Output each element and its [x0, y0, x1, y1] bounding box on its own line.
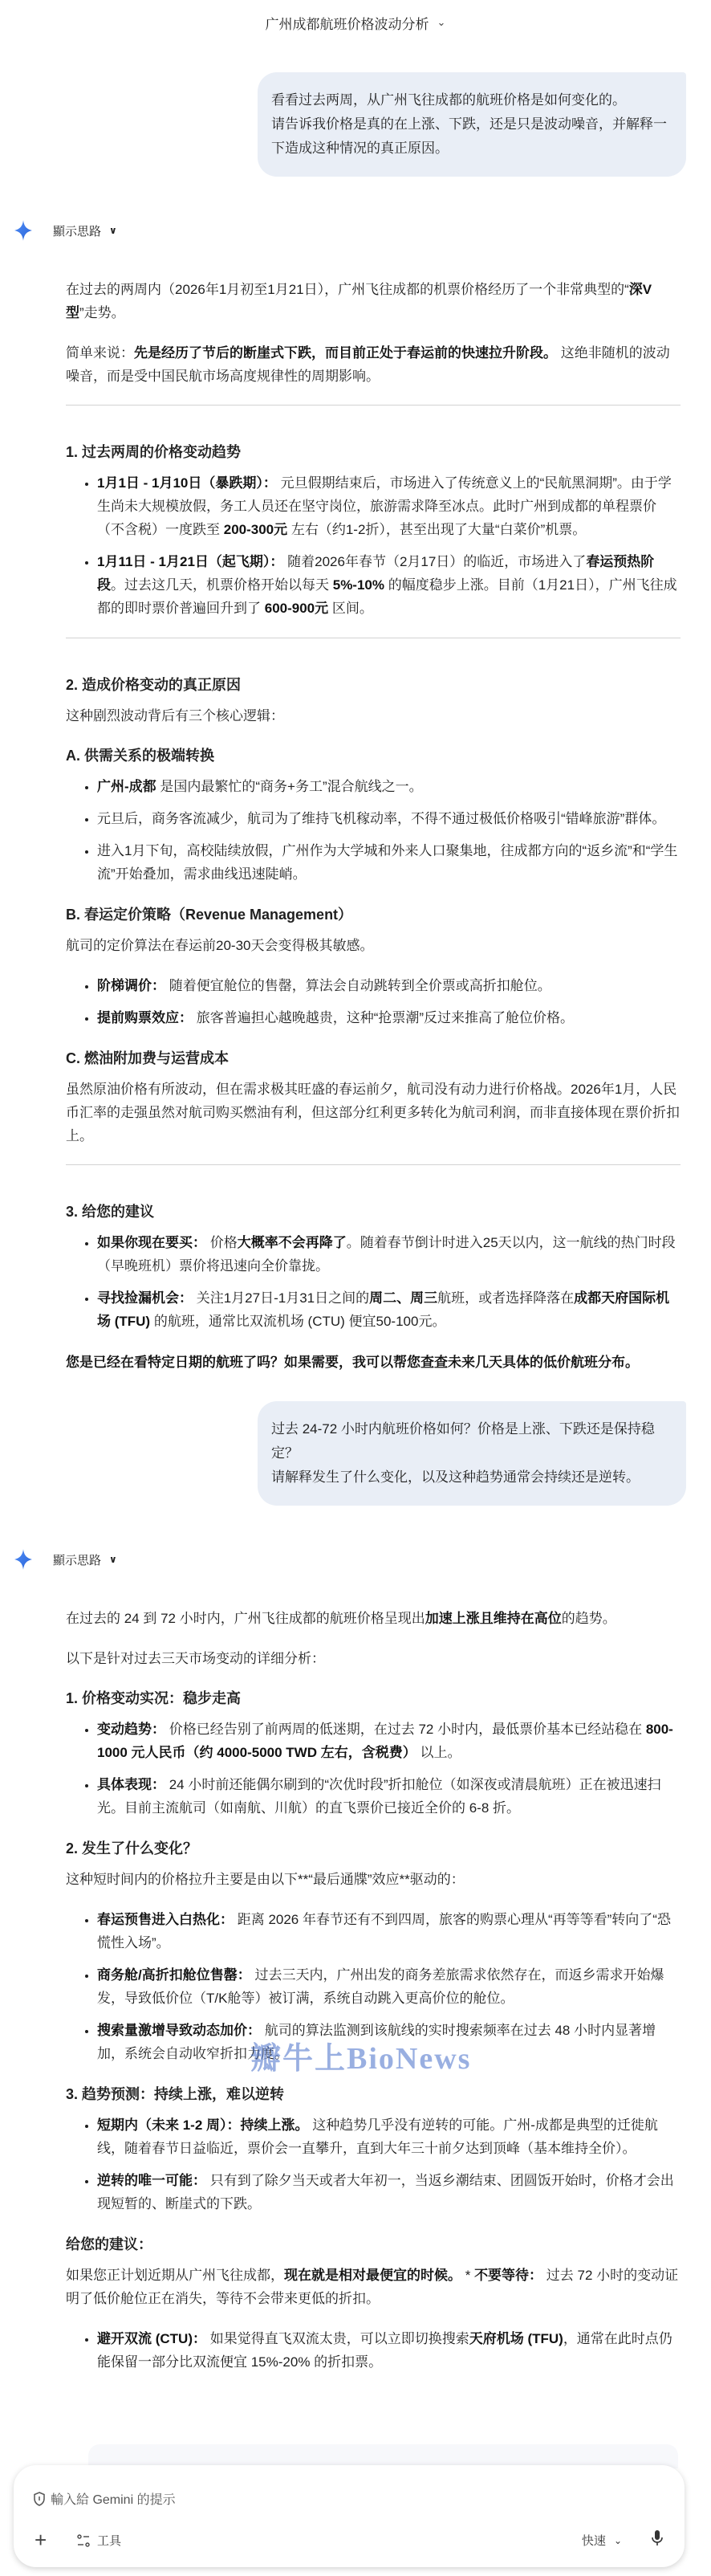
add-icon[interactable]: + [35, 2528, 47, 2552]
user-message-bubble [258, 1401, 686, 1506]
model-response [0, 218, 711, 1374]
section-heading [66, 2083, 681, 2106]
text-segment: 航班，或者选择降落在 [437, 1290, 575, 1306]
bold-text: 广州-成都 [97, 779, 156, 794]
shield-icon [33, 2492, 46, 2506]
bold-text: 加速上涨且维持在高位 [425, 1611, 562, 1626]
text-segment: 24 小时前还能偶尔刷到的“次优时段”折扣舱位（如深夜或清晨航班）正在被迅速扫光。目前主流航司（如南航、川航）的直飞票价已接近全价的 6-8 折。 [97, 1777, 661, 1816]
text-segment: 的趋势。 [561, 1611, 616, 1626]
text-segment: 关注1月27日-1月31日之间的 [193, 1290, 370, 1306]
section-heading [66, 441, 681, 464]
text-segment: 。过去这几天，机票价格开始以每天 [111, 577, 333, 593]
list-item [97, 1231, 681, 1278]
section-heading [66, 1837, 681, 1861]
text-segment: 的幅度稳步上涨。目前（1月21日），广州飞往成都的即时票价普遍回升到了 [97, 577, 677, 616]
prompt-input-box[interactable] [14, 2465, 685, 2567]
bold-text: 1月11日 - 1月21日（起飞期）： [97, 554, 284, 569]
section-divider [66, 1164, 681, 1165]
paragraph [66, 704, 681, 728]
paragraph [66, 1868, 681, 1891]
model-response-body [0, 1571, 711, 2374]
user-message-row [0, 1401, 711, 1506]
list-item [97, 550, 681, 620]
text-segment: 左右（约1-2折），甚至出现了大量“白菜价”机票。 [287, 522, 587, 537]
text-segment: A. 供需关系的极端转换 [66, 748, 215, 764]
bullet-list [66, 471, 681, 620]
bold-text: 成都天府国际机场 (TFU) [97, 1290, 670, 1329]
user-message-line: 请解释发生了什么变化，以及这种趋势通常会持续还是逆转。 [271, 1469, 640, 1485]
model-response-header [0, 1547, 711, 1571]
bold-text: 深V型 [66, 282, 652, 320]
mode-label: 快速 [581, 2534, 606, 2548]
bold-text: 您是已经在看特定日期的航班了吗？如果需要，我可以帮您查查未来几天具体的低价航班分布。 [66, 1355, 639, 1370]
bold-text: 提前购票效应： [97, 1010, 193, 1025]
bold-text: 5%-10% [332, 577, 384, 593]
text-segment: B. 春运定价策略（Revenue Management） [66, 907, 353, 923]
subsection-heading [66, 903, 681, 927]
paragraph [66, 2264, 681, 2310]
text-segment: 价格 [206, 1235, 238, 1250]
chevron-down-icon: ∨ [109, 225, 117, 236]
text-segment: 1. 价格变动实况：稳步走高 [66, 1690, 242, 1706]
tools-button[interactable] [76, 2532, 121, 2549]
text-segment: ”走势。 [79, 305, 125, 320]
bullet-list [66, 775, 681, 886]
text-segment: 航司的算法监测到该航线的实时搜索频率在过去 48 小时内显著增加，系统会自动收窄折扣力度。 [97, 2023, 656, 2061]
gemini-spark-icon [14, 1549, 32, 1570]
text-segment: 过去三天内，广州出发的商务差旅需求依然存在，而返乡需求开始爆发，导致低价位（T/K舱等）被订满，系统自动跳入更高价位的舱位。 [97, 1967, 664, 2006]
user-message-line: 看看过去两周，从广州飞往成都的航班价格是如何变化的。 [271, 92, 626, 108]
user-message-line: 过去 24-72 小时内航班价格如何？价格是上涨、下跌还是保持稳定？ [271, 1421, 655, 1461]
bullet-list [66, 2327, 681, 2374]
bold-text: 逆转的唯一可能： [97, 2173, 206, 2188]
paragraph [66, 1647, 681, 1670]
gemini-spark-icon [14, 220, 32, 241]
model-response-header [0, 218, 711, 243]
text-segment: 这种短时间内的价格拉升主要是由以下**“最后通牒”效应**驱动的： [66, 1872, 465, 1887]
bold-text: 大概率不会再降了 [237, 1235, 347, 1250]
list-item [97, 1006, 681, 1029]
section-heading [66, 674, 681, 697]
user-message-row [0, 72, 711, 177]
bullet-list [66, 1908, 681, 2065]
tools-label: 工具 [97, 2534, 122, 2548]
bullet-list [66, 1718, 681, 1820]
subsection-heading [66, 744, 681, 768]
microphone-icon[interactable] [651, 2529, 664, 2551]
text-segment: 如果觉得直飞双流太贵，可以立即切换搜索 [205, 2331, 469, 2346]
text-segment: 3. 趋势预测：持续上涨，难以逆转 [66, 2086, 285, 2102]
text-segment: 虽然原油价格有所波动，但在需求极其旺盛的春运前夕，航司没有动力进行价格战。2026年1月，人民币汇率的走强虽然对航司购买燃油有利，但这部分红利更多转化为航司利润，而非直接体现在票价折扣上。 [66, 1082, 680, 1143]
list-item [97, 2113, 681, 2160]
text-segment: ，通常在此时点仍能保留一部分比双流便宜 15%-20% 的折扣票。 [97, 2331, 672, 2370]
bold-text: 天府机场 (TFU) [469, 2331, 563, 2346]
text-segment: 旅客普遍担心越晚越贵，这种“抢票潮”反过来推高了舱位价格。 [193, 1010, 575, 1025]
model-response [0, 1547, 711, 2374]
bold-text: 搜索量激增导致动态加价： [97, 2023, 261, 2038]
chevron-down-icon: ∨ [109, 1554, 117, 1565]
text-segment: 这种趋势几乎没有逆转的可能。广州-成都是典型的迁徙航线，随着春节日益临近，票价会一直攀升，直到大年三十前夕达到顶峰（基本维持全价）。 [97, 2117, 658, 2156]
text-segment: C. 燃油附加费与运营成本 [66, 1050, 229, 1066]
text-segment: 的航班，通常比双流机场 (CTU) 便宜50-100元。 [150, 1314, 446, 1329]
list-item [97, 775, 681, 798]
list-item [97, 974, 681, 997]
bold-text: 1月1日 - 1月10日（暴跌期）： [97, 475, 277, 491]
text-segment: 进入1月下旬，高校陆续放假，广州作为大学城和外来人口聚集地，往成都方向的“返乡流”和“学生流”开始叠加，需求曲线迅速陡峭。 [97, 843, 678, 882]
bold-text: 如果你现在要买： [97, 1235, 206, 1250]
text-segment: 在过去的 24 到 72 小时内，广州飞往成都的航班价格呈现出 [66, 1611, 425, 1626]
bold-text: 商务舱/高折扣舱位售罄： [97, 1967, 251, 1983]
tools-icon [76, 2533, 91, 2548]
bullet-list [66, 974, 681, 1029]
mode-selector[interactable] [582, 2532, 622, 2549]
bold-text: 先是经历了节后的断崖式下跌，而目前正处于春运前的快速拉升阶段。 [134, 345, 557, 361]
list-item [97, 1963, 681, 2010]
bold-text: 200-300元 [223, 522, 288, 537]
bold-text: 寻找捡漏机会： [97, 1290, 193, 1306]
user-message-bubble [258, 72, 686, 177]
text-segment: 给您的建议： [66, 2236, 152, 2252]
chevron-down-icon: ⌄ [437, 16, 446, 28]
bold-text: 春运预热阶段 [97, 554, 655, 593]
text-segment: 元旦假期结束后，市场进入了传统意义上的“民航黑洞期”。由于学生尚未大规模放假，务工人员还在坚守岗位，旅游需求降至冰点。此时广州到成都的单程票价（不含税）一度跌至 [97, 475, 672, 537]
text-segment: 只有到了除夕当天或者大年初一，当返乡潮结束、团圆饭开始时，价格才会出现短暂的、断崖式的下跌。 [97, 2173, 674, 2211]
bold-text: 春运预售进入白热化： [97, 1912, 234, 1927]
paragraph [66, 278, 681, 324]
user-message-line: 请告诉我价格是真的在上涨、下跌，还是只是波动噪音，并解释一下造成这种情况的真正原因。 [271, 116, 667, 156]
list-item [97, 1908, 681, 1954]
text-segment: 简单来说： [66, 345, 134, 361]
list-item [97, 839, 681, 886]
list-item [97, 2327, 681, 2374]
list-item [97, 2169, 681, 2215]
bullet-list [66, 1231, 681, 1333]
prompt-placeholder: 輸入給 Gemini 的提示 [51, 2493, 176, 2507]
bold-text: 阶梯调价： [97, 978, 165, 993]
bold-text: 800-1000 元人民币（约 4000-5000 TWD 左右，含税费） [97, 1722, 673, 1760]
text-segment: 这绝非随机的波动噪音，而是受中国民航市场高度规律性的周期影响。 [66, 345, 670, 384]
paragraph [66, 341, 681, 388]
show-thinking-label: 顯示思路 [53, 1553, 102, 1567]
text-segment: * [461, 2268, 475, 2283]
show-thinking-button[interactable] [53, 222, 117, 239]
show-thinking-button[interactable] [53, 1551, 117, 1568]
bold-text: 具体表现： [97, 1777, 165, 1792]
bold-text: 不要等待： [474, 2268, 543, 2283]
list-item [97, 1286, 681, 1333]
text-segment: 区间。 [328, 601, 373, 616]
bold-text: 短期内（未来 1-2 周）：持续上涨。 [97, 2117, 309, 2133]
text-segment: 2. 造成价格变动的真正原因 [66, 677, 242, 693]
paragraph [66, 1078, 681, 1147]
section-divider [66, 405, 681, 406]
text-segment: 价格已经告别了前两周的低迷期，在过去 72 小时内，最低票价基本已经站稳在 [165, 1722, 646, 1737]
bullet-list [66, 2113, 681, 2215]
bold-text: 周二、周三 [369, 1290, 438, 1306]
text-segment: 1. 过去两周的价格变动趋势 [66, 444, 242, 460]
bold-text: 现在就是相对最便宜的时候。 [284, 2268, 461, 2283]
text-segment: 随着2026年春节（2月17日）的临近，市场进入了 [283, 554, 587, 569]
list-item [97, 1718, 681, 1764]
text-segment: 航司的定价算法在春运前20-30天会变得极其敏感。 [66, 938, 374, 953]
text-segment: 随着便宜舱位的售罄，算法会自动跳转到全价票或高折扣舱位。 [165, 978, 551, 993]
bold-text: 避开双流 (CTU)： [97, 2331, 206, 2346]
text-segment: 3. 给您的建议 [66, 1204, 155, 1220]
conversation [0, 72, 711, 2374]
conversation-title: 广州成都航班价格波动分析 [265, 16, 429, 32]
text-segment: 是国内最繁忙的“商务+务工”混合航线之一。 [156, 779, 423, 794]
conversation-title-button[interactable] [0, 0, 711, 45]
subsection-heading [66, 1047, 681, 1070]
section-heading [66, 1200, 681, 1224]
text-segment: 元旦后，商务客流减少，航司为了维持飞机稼动率，不得不通过极低价格吸引“错峰旅游”群体。 [97, 811, 666, 826]
text-segment: 在过去的两周内（2026年1月初至1月21日），广州飞往成都的机票价格经历了一个非常典型的“ [66, 282, 629, 297]
text-segment: 。随着春节倒计时进入25天以内，这一航线的热门时段（早晚班机）票价将迅速向全价靠拢。 [97, 1235, 676, 1274]
bold-text: 600-900元 [264, 601, 329, 616]
text-segment: 这种剧烈波动背后有三个核心逻辑： [66, 708, 284, 723]
list-item [97, 807, 681, 830]
model-response-body [0, 243, 711, 1374]
list-item [97, 471, 681, 541]
text-segment: 2. 发生了什么变化？ [66, 1840, 198, 1857]
section-heading [66, 1687, 681, 1710]
bold-text: 变动趋势： [97, 1722, 165, 1737]
text-segment: 过去 72 小时的变动证明了低价舱位正在消失，等待不会带来更低的折扣。 [66, 2268, 679, 2306]
watermark: 瓣牛上BioNews [250, 2042, 472, 2076]
list-item [97, 2019, 681, 2065]
paragraph [66, 1607, 681, 1630]
show-thinking-label: 顯示思路 [53, 224, 102, 238]
section-heading [66, 2233, 681, 2256]
text-segment: 以下是针对过去三天市场变动的详细分析： [66, 1651, 325, 1666]
list-item [97, 1773, 681, 1820]
chevron-down-icon: ⌄ [613, 2534, 622, 2546]
paragraph [66, 1351, 681, 1374]
prompt-input[interactable] [33, 2489, 176, 2508]
text-segment: 距离 2026 年春节还有不到四周，旅客的购票心理从“再等等看”转向了“恐慌性入场”。 [97, 1912, 671, 1950]
paragraph [66, 934, 681, 957]
text-segment: 如果您正计划近期从广州飞往成都， [66, 2268, 284, 2283]
text-segment: 以上。 [416, 1745, 461, 1760]
